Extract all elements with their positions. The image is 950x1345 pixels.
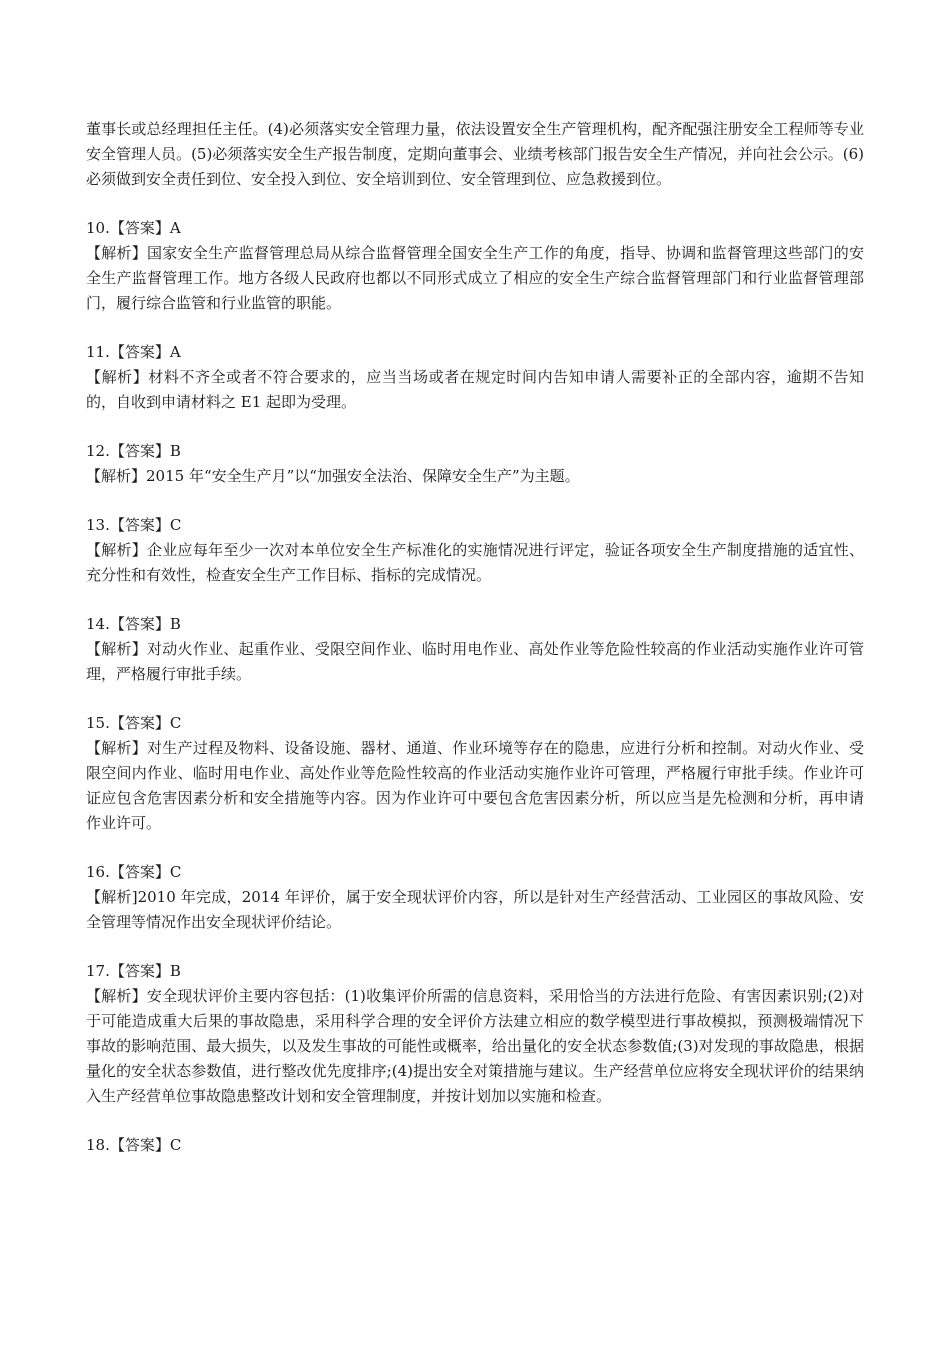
- analysis-text: 【解析】2015 年“安全生产月”以“加强安全法治、保障安全生产”为主题。: [86, 467, 580, 485]
- answer-line: 16.【答案】C: [86, 863, 182, 881]
- answer-line: 13.【答案】C: [86, 516, 182, 534]
- answer-entry-16: [86, 860, 864, 935]
- answer-entry-14: [86, 612, 864, 687]
- document-body: [86, 117, 864, 1158]
- analysis-text: 【解析】安全现状评价主要内容包括：(1)收集评价所需的信息资料，采用恰当的方法进行危险、有害因素识别;(2)对于可能造成重大后果的事故隐患，采用科学合理的安全评价方法建立相应的数学模型进行事故模拟，预测极端情况下事故的影响范围、最大损失，以及发生事故的可能性或概率，给出量化的安全状态参数值;(3)对发现的事故隐患，根据量化的安全状态参数值，进行整改优先度排序;(4)提出安全对策措施与建议。生产经营单位应将安全现状评价的结果纳入生产经营单位事故隐患整改计划和安全管理制度，并按计划加以实施和检查。: [86, 987, 864, 1105]
- analysis-text: 【解析】国家安全生产监督管理总局从综合监督管理全国安全生产工作的角度，指导、协调和监督管理这些部门的安全生产监督管理工作。地方各级人民政府也都以不同形式成立了相应的安全生产综合监督管理部门和行业监督管理部门，履行综合监管和行业监管的职能。: [86, 244, 864, 312]
- answer-entry-10: [86, 216, 864, 316]
- analysis-text: 【解析】对动火作业、起重作业、受限空间作业、临时用电作业、高处作业等危险性较高的作业活动实施作业许可管理，严格履行审批手续。: [86, 640, 864, 683]
- answer-line: 17.【答案】B: [86, 962, 181, 980]
- answer-entry-12: [86, 439, 864, 489]
- answer-entry-13: [86, 513, 864, 588]
- intro-paragraph: 董事长或总经理担任主任。(4)必须落实安全管理力量，依法设置安全生产管理机构，配齐配强注册安全工程师等专业安全管理人员。(5)必须落实安全生产报告制度，定期向董事会、业绩考核部门报告安全生产情况，并向社会公示。(6)必须做到安全责任到位、安全投入到位、安全培训到位、安全管理到位、应急救援到位。: [86, 120, 864, 188]
- analysis-text: 【解析]2010 年完成，2014 年评价，属于安全现状评价内容，所以是针对生产经营活动、工业园区的事故风险、安全管理等情况作出安全现状评价结论。: [86, 888, 864, 931]
- answer-line: 10.【答案】A: [86, 219, 181, 237]
- answer-line: 12.【答案】B: [86, 442, 181, 460]
- answer-line: 14.【答案】B: [86, 615, 181, 633]
- answer-entry-11: [86, 340, 864, 415]
- answer-line: 11.【答案】A: [86, 343, 181, 361]
- answer-entry-17: [86, 959, 864, 1109]
- answer-line: 15.【答案】C: [86, 714, 182, 732]
- answer-entry-18: [86, 1133, 864, 1158]
- analysis-text: 【解析】对生产过程及物料、设备设施、器材、通道、作业环境等存在的隐患，应进行分析和控制。对动火作业、受限空间内作业、临时用电作业、高处作业等危险性较高的作业活动实施作业许可管理，严格履行审批手续。作业许可证应包含危害因素分析和安全措施等内容。因为作业许可中要包含危害因素分析，所以应当是先检测和分析，再申请作业许可。: [86, 739, 864, 832]
- analysis-text: 【解析】企业应每年至少一次对本单位安全生产标准化的实施情况进行评定，验证各项安全生产制度措施的适宜性、充分性和有效性，检查安全生产工作目标、指标的完成情况。: [86, 541, 864, 584]
- analysis-text: 【解析】材料不齐全或者不符合要求的，应当当场或者在规定时间内告知申请人需要补正的全部内容，逾期不告知的，自收到申请材料之 E1 起即为受理。: [86, 368, 864, 411]
- answer-line: 18.【答案】C: [86, 1136, 182, 1154]
- answer-entry-15: [86, 711, 864, 836]
